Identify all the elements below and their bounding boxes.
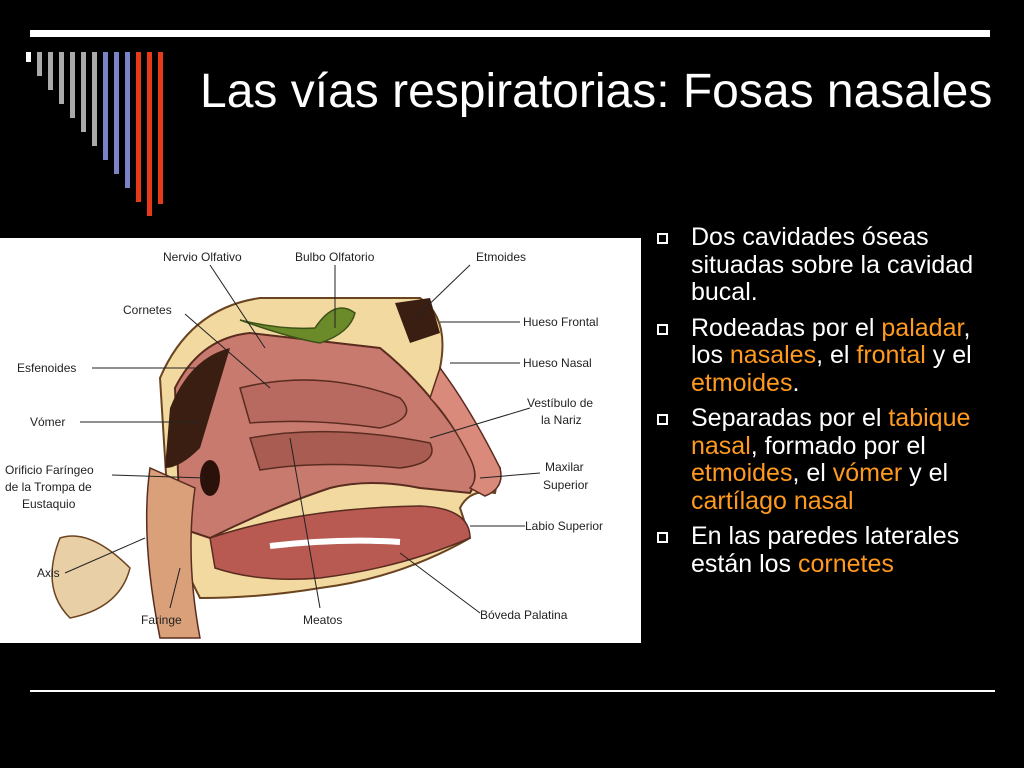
bullet-text: y el [925, 341, 972, 369]
bullet-text: En las paredes laterales están los [691, 522, 960, 578]
bullet-text: y el [902, 459, 949, 487]
label-labio-superior: Labio Superior [525, 519, 604, 533]
hollow-square-bullet-icon [657, 532, 668, 543]
label-hueso-frontal: Hueso Frontal [523, 315, 599, 329]
hollow-square-bullet-icon [657, 233, 668, 244]
bullet-text: , los [691, 313, 971, 369]
label-cornetes: Cornetes [123, 303, 172, 317]
bullet-item [655, 315, 1000, 398]
highlighted-term: cornetes [798, 549, 894, 578]
hollow-square-bullet-icon [657, 324, 668, 335]
bullet-item [655, 224, 1000, 307]
label-vestibulo-line1: Vestíbulo de [527, 396, 594, 410]
bullet-text: , el [792, 459, 833, 487]
bullet-text: , formado por el [750, 431, 926, 460]
bullet-text: Rodeadas por el [691, 313, 882, 342]
bullet-text: Dos cavidades óseas situadas sobre la cavidad bucal. [691, 223, 974, 306]
label-vestibulo-line2: la Nariz [541, 413, 582, 427]
bullet-text: , el [816, 341, 857, 369]
highlighted-term: etmoides [691, 459, 793, 487]
top-divider [30, 30, 990, 37]
highlighted-term: tabique nasal [691, 404, 971, 460]
label-faringe: Faringe [141, 613, 182, 627]
bullet-list [655, 224, 1000, 586]
bullet-text: Separadas por el [691, 404, 889, 432]
slide-title: Las vías respiratorias: Fosas nasales [200, 65, 993, 118]
label-boveda-palatina: Bóveda Palatina [480, 608, 568, 622]
label-maxilar-line2: Superior [543, 478, 589, 492]
highlighted-term: etmoides [691, 368, 793, 397]
label-axis: Axis [37, 566, 60, 580]
bullet-text: . [792, 368, 800, 397]
nasal-cavity-diagram [0, 238, 641, 643]
bullet-item [655, 405, 1000, 515]
label-orificio-line2: de la Trompa de [5, 480, 92, 494]
highlighted-term: cartílago nasal [691, 486, 854, 515]
highlighted-term: nasales [729, 341, 817, 369]
label-maxilar-line1: Maxilar [545, 460, 584, 474]
nasal-anatomy-illustration [0, 238, 641, 643]
label-orificio-line3: Eustaquio [22, 497, 76, 511]
label-esfenoides: Esfenoides [17, 361, 77, 375]
highlighted-term: vómer [832, 459, 903, 487]
label-etmoides: Etmoides [476, 250, 527, 264]
label-hueso-nasal: Hueso Nasal [523, 356, 592, 370]
bottom-divider [30, 690, 995, 692]
label-nervio-olfativo: Nervio Olfativo [163, 250, 242, 264]
bullet-item [655, 523, 1000, 578]
label-orificio-line1: Orificio Faríngeo [5, 463, 94, 477]
hollow-square-bullet-icon [657, 414, 668, 425]
label-vomer: Vómer [30, 415, 66, 429]
highlighted-term: frontal [856, 341, 926, 369]
highlighted-term: paladar [881, 313, 964, 342]
label-bulbo-olfatorio: Bulbo Olfatorio [295, 250, 375, 264]
label-meatos: Meatos [303, 613, 343, 627]
